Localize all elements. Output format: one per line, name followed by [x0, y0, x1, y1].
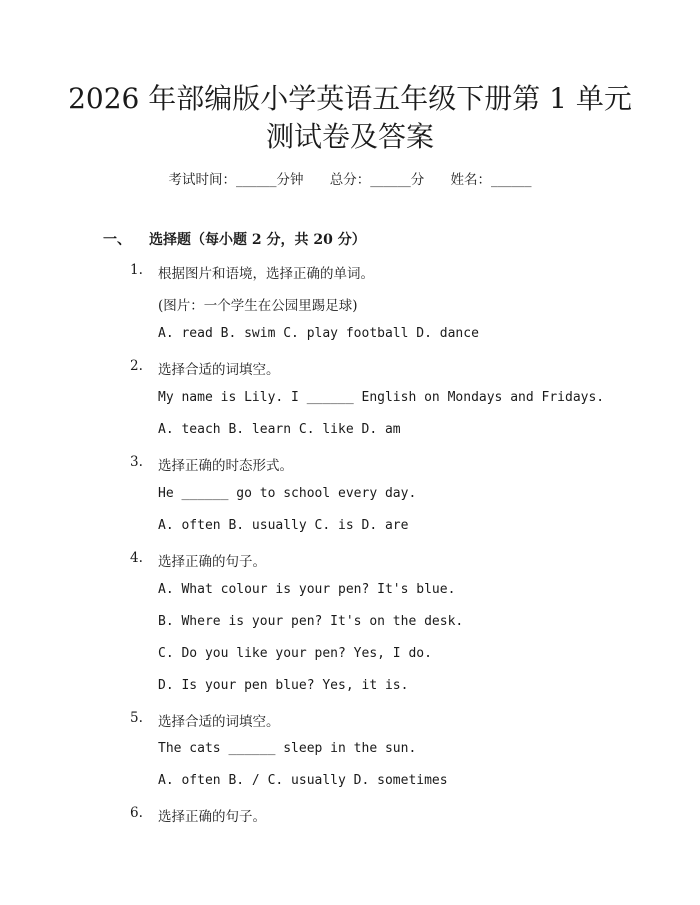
- answer-option-a: A. What colour is your pen? It's blue.: [158, 582, 456, 597]
- question-prompt: 选择正确的句子。: [158, 809, 266, 825]
- question-note: (图片：一个学生在公园里踢足球): [158, 298, 358, 314]
- answer-option-b: B. Where is your pen? It's on the desk.: [158, 614, 464, 629]
- question-number: 3.: [130, 454, 143, 470]
- question-sentence: The cats ______ sleep in the sun.: [158, 741, 417, 756]
- answer-options: A. often B. / C. usually D. sometimes: [158, 773, 448, 788]
- question-sentence: He ______ go to school every day.: [158, 486, 417, 501]
- section-number: 一、: [103, 232, 131, 248]
- question-number: 5.: [130, 710, 143, 726]
- total-score: 总分：______分: [329, 172, 425, 188]
- answer-option-c: C. Do you like your pen? Yes, I do.: [158, 646, 432, 661]
- question-prompt: 选择合适的词填空。: [158, 714, 280, 730]
- exam-info: [0, 168, 700, 188]
- question-prompt: 选择正确的句子。: [158, 554, 266, 570]
- answer-option-d: D. Is your pen blue? Yes, it is.: [158, 678, 409, 693]
- question-sentence: My name is Lily. I ______ English on Mondays and Fridays.: [158, 390, 605, 405]
- question-number: 1.: [130, 262, 143, 278]
- section-title: 选择题（每小题 2 分，共 20 分）: [149, 232, 366, 248]
- answer-options: A. teach B. learn C. like D. am: [158, 422, 401, 437]
- question-prompt: 根据图片和语境，选择正确的单词。: [158, 266, 374, 282]
- student-name: 姓名：______: [450, 172, 532, 188]
- question-number: 6.: [130, 805, 143, 821]
- question-number: 2.: [130, 358, 143, 374]
- question-prompt: 选择合适的词填空。: [158, 362, 280, 378]
- exam-time: 考试时间：______分钟: [168, 172, 304, 188]
- section-heading: [103, 229, 366, 249]
- page-title-line-2: 测试卷及答案: [265, 120, 434, 153]
- answer-options: A. often B. usually C. is D. are: [158, 518, 409, 533]
- question-number: 4.: [130, 550, 143, 566]
- answer-options: A. read B. swim C. play football D. dance: [158, 326, 479, 341]
- question-prompt: 选择正确的时态形式。: [158, 458, 293, 474]
- page-title-line-1: 2026 年部编版小学英语五年级下册第 1 单元: [68, 82, 632, 115]
